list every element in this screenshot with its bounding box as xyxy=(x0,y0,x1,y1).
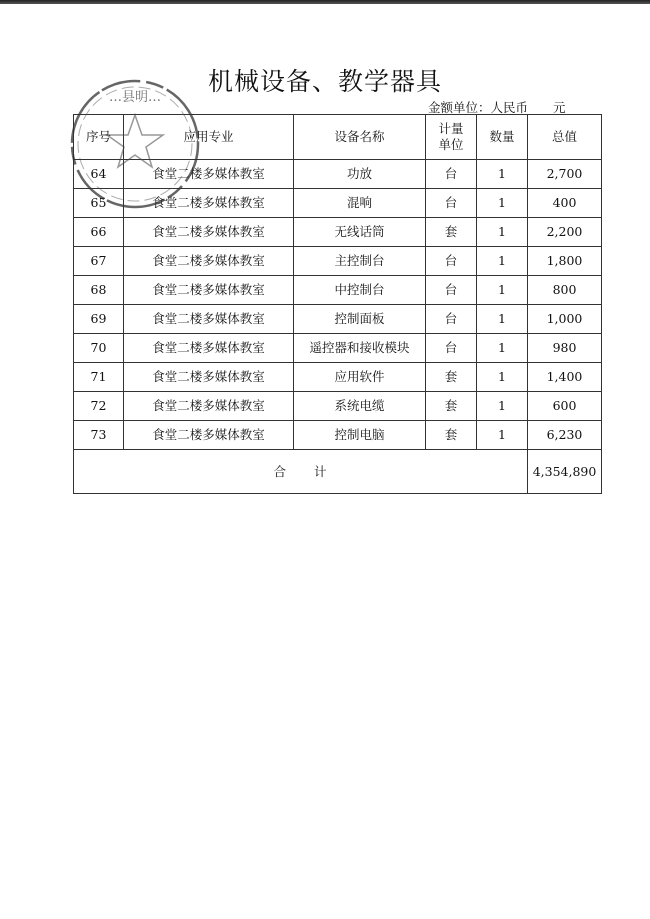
cell-unit: 套 xyxy=(426,392,477,421)
cell-unit: 台 xyxy=(426,247,477,276)
table-row xyxy=(74,276,602,305)
cell-index: 69 xyxy=(74,305,124,334)
table-row xyxy=(74,392,602,421)
cell-unit: 套 xyxy=(426,218,477,247)
cell-equipment: 无线话筒 xyxy=(294,218,426,247)
cell-total: 2,200 xyxy=(528,218,602,247)
header-quantity: 数量 xyxy=(477,115,528,160)
cell-index: 71 xyxy=(74,363,124,392)
cell-index: 70 xyxy=(74,334,124,363)
equipment-table xyxy=(73,114,602,494)
total-value: 4,354,890 xyxy=(528,450,602,494)
cell-department: 食堂二楼多媒体教室 xyxy=(124,305,294,334)
cell-equipment: 功放 xyxy=(294,160,426,189)
cell-unit: 台 xyxy=(426,189,477,218)
cell-quantity: 1 xyxy=(477,276,528,305)
cell-unit: 台 xyxy=(426,334,477,363)
page-top-edge xyxy=(0,0,650,4)
header-unit-label: 计量单位 xyxy=(438,121,464,152)
cell-department: 食堂二楼多媒体教室 xyxy=(124,276,294,305)
header-index: 序号 xyxy=(74,115,124,160)
cell-total: 1,400 xyxy=(528,363,602,392)
total-label: 合 计 xyxy=(74,450,528,494)
cell-equipment: 控制电脑 xyxy=(294,421,426,450)
header-unit xyxy=(426,115,477,160)
cell-index: 67 xyxy=(74,247,124,276)
cell-quantity: 1 xyxy=(477,334,528,363)
cell-equipment: 遥控器和接收模块 xyxy=(294,334,426,363)
cell-index: 68 xyxy=(74,276,124,305)
table-row xyxy=(74,160,602,189)
cell-total: 6,230 xyxy=(528,421,602,450)
header-equipment: 设备名称 xyxy=(294,115,426,160)
total-row xyxy=(74,450,602,494)
cell-department: 食堂二楼多媒体教室 xyxy=(124,218,294,247)
table-row xyxy=(74,363,602,392)
cell-unit: 台 xyxy=(426,160,477,189)
table-row xyxy=(74,218,602,247)
cell-department: 食堂二楼多媒体教室 xyxy=(124,160,294,189)
cell-total: 1,800 xyxy=(528,247,602,276)
cell-equipment: 中控制台 xyxy=(294,276,426,305)
cell-quantity: 1 xyxy=(477,305,528,334)
seal-text: …县明… xyxy=(108,90,162,105)
cell-department: 食堂二楼多媒体教室 xyxy=(124,421,294,450)
table-row xyxy=(74,189,602,218)
cell-equipment: 控制面板 xyxy=(294,305,426,334)
table-row xyxy=(74,247,602,276)
cell-unit: 套 xyxy=(426,421,477,450)
table-header-row xyxy=(74,115,602,160)
cell-index: 64 xyxy=(74,160,124,189)
currency-unit-note: 金额单位：人民币 元 xyxy=(428,100,566,115)
cell-total: 600 xyxy=(528,392,602,421)
cell-index: 65 xyxy=(74,189,124,218)
cell-total: 2,700 xyxy=(528,160,602,189)
cell-equipment: 应用软件 xyxy=(294,363,426,392)
cell-department: 食堂二楼多媒体教室 xyxy=(124,189,294,218)
cell-index: 72 xyxy=(74,392,124,421)
cell-total: 800 xyxy=(528,276,602,305)
cell-department: 食堂二楼多媒体教室 xyxy=(124,392,294,421)
cell-total: 400 xyxy=(528,189,602,218)
cell-total: 1,000 xyxy=(528,305,602,334)
table-row xyxy=(74,334,602,363)
cell-equipment: 主控制台 xyxy=(294,247,426,276)
cell-quantity: 1 xyxy=(477,247,528,276)
cell-unit: 台 xyxy=(426,276,477,305)
cell-equipment: 混响 xyxy=(294,189,426,218)
cell-index: 66 xyxy=(74,218,124,247)
page-title: 机械设备、教学器具 xyxy=(207,67,442,96)
cell-quantity: 1 xyxy=(477,363,528,392)
table-row xyxy=(74,305,602,334)
cell-total: 980 xyxy=(528,334,602,363)
cell-quantity: 1 xyxy=(477,189,528,218)
cell-quantity: 1 xyxy=(477,218,528,247)
cell-quantity: 1 xyxy=(477,392,528,421)
cell-department: 食堂二楼多媒体教室 xyxy=(124,334,294,363)
cell-department: 食堂二楼多媒体教室 xyxy=(124,363,294,392)
table-row xyxy=(74,421,602,450)
cell-department: 食堂二楼多媒体教室 xyxy=(124,247,294,276)
cell-unit: 套 xyxy=(426,363,477,392)
cell-quantity: 1 xyxy=(477,421,528,450)
header-total: 总值 xyxy=(528,115,602,160)
header-department: 应用专业 xyxy=(124,115,294,160)
cell-equipment: 系统电缆 xyxy=(294,392,426,421)
cell-quantity: 1 xyxy=(477,160,528,189)
cell-unit: 台 xyxy=(426,305,477,334)
cell-index: 73 xyxy=(74,421,124,450)
